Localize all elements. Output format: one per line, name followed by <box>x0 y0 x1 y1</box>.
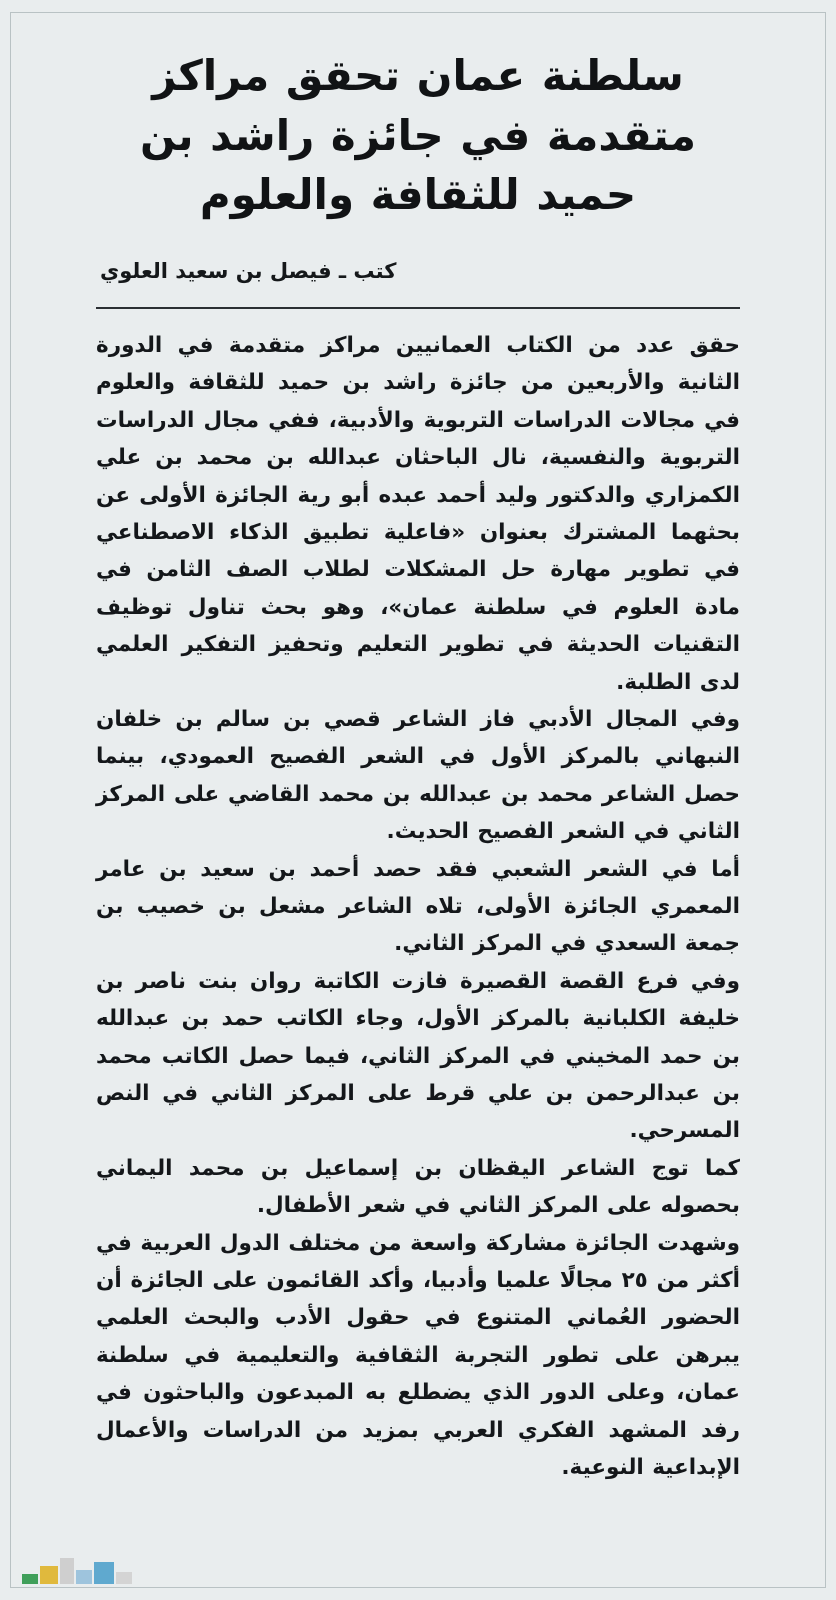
byline-container <box>96 259 740 293</box>
page-title: سلطنة عمان تحقق مراكز متقدمة في جائزة راشد بن حميد للثقافة والعلوم <box>139 51 697 220</box>
article-byline: كتب ـ فيصل بن سعيد العلوي <box>100 258 397 283</box>
article-body <box>96 327 740 1487</box>
logo-bar-blue <box>94 1562 114 1584</box>
article-paragraph: حقق عدد من الكتاب العمانيين مراكز متقدمة في الدورة الثانية والأربعين من جائزة راشد بن حميد للثقافة والعلوم في مجالات الدراسات التربوية والأدبية، ففي مجال الدراسات التربوية والنفسية، نال الباحثان عبدالله بن محمد بن علي الكمزاري والدكتور وليد أحمد عبده أبو رية الجائزة الأولى عن بحثهما المشترك بعنوان «فاعلية تطبيق الذكاء الاصطناعي في تطوير مهارة حل المشكلات لطلاب الصف الثامن في مادة العلوم في سلطنة عمان»، وهو بحث تناول توظيف التقنيات الحديثة في تطوير التعليم وتحفيز التفكير العلمي لدى الطلبة. <box>96 332 740 695</box>
logo-bar-green <box>22 1574 38 1584</box>
logo-bar-yellow <box>40 1566 58 1584</box>
article-paragraph: وفي فرع القصة القصيرة فازت الكاتبة روان بنت ناصر بن خليفة الكلبانية بالمركز الأول، وجاء الكاتب حمد بن عبدالله بن حمد المخيني في المركز الثاني، فيما حصل الكاتب محمد بن عبدالرحمن بن علي قرط على المركز الثاني في النص المسرحي. <box>96 968 740 1144</box>
logo-bar-lightblue <box>76 1570 92 1584</box>
newspaper-logo-icon <box>20 1550 140 1584</box>
logo-bar-grey <box>60 1558 74 1584</box>
byline-divider <box>96 307 740 309</box>
article-paragraph: وشهدت الجائزة مشاركة واسعة من مختلف الدول العربية في أكثر من ٢٥ مجالًا علميا وأدبيا، وأكد القائمون على الجائزة أن الحضور العُماني المتنوع في حقول الأدب والبحث العلمي يبرهن على تطور التجربة الثقافية والتعليمية في سلطنة عمان، وعلى الدور الذي يضطلع به المبدعون والباحثون في رفد المشهد الفكري العربي بمزيد من الدراسات والأعمال الإبداعية النوعية. <box>96 1230 741 1481</box>
article-paragraph: كما توج الشاعر اليقظان بن إسماعيل بن محمد اليماني بحصوله على المركز الثاني في شعر الأطفال. <box>96 1155 740 1219</box>
article-paragraph: وفي المجال الأدبي فاز الشاعر قصي بن سالم بن خلفان النبهاني بالمركز الأول في الشعر الفصيح العمودي، بينما حصل الشاعر محمد بن عبدالله بن محمد القاضي على المركز الثاني في الشعر الفصيح الحديث. <box>96 706 740 845</box>
logo-bar-silver <box>116 1572 132 1584</box>
article-paragraph: أما في الشعر الشعبي فقد حصد أحمد بن سعيد بن عامر المعمري الجائزة الأولى، تلاه الشاعر مشعل بن خصيب بن جمعة السعدي في المركز الثاني. <box>96 856 740 957</box>
